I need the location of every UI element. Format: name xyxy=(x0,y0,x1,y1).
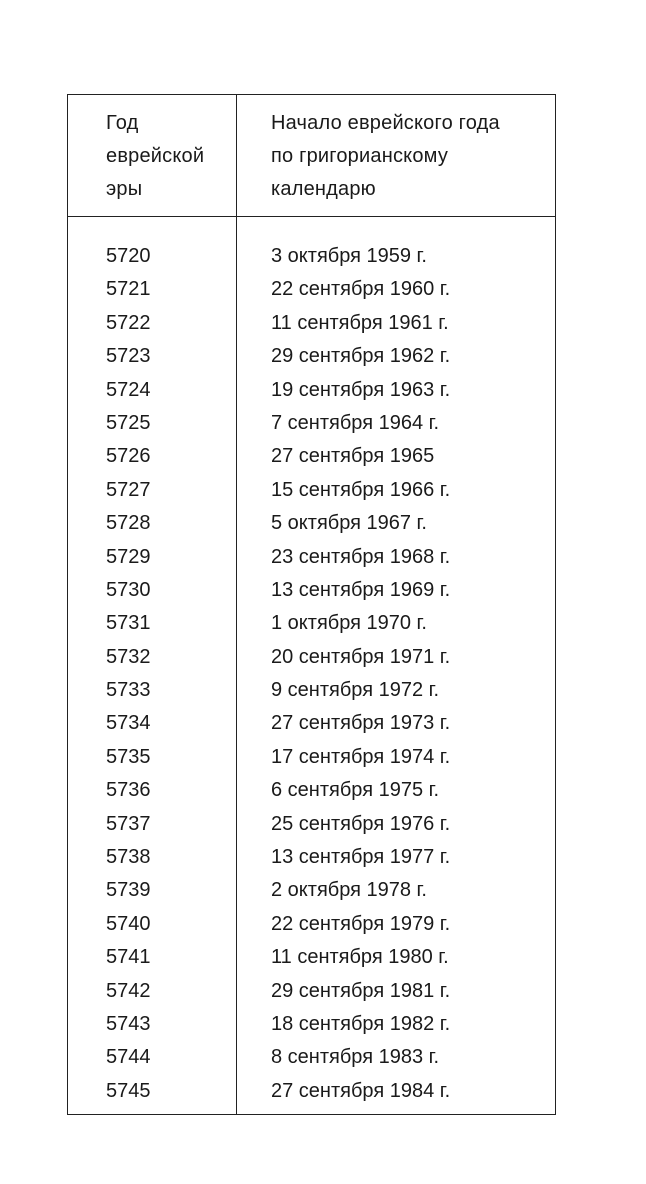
table-row xyxy=(68,474,555,507)
year-cell: 5729 xyxy=(106,545,151,568)
date-cell: 11 сентября 1961 г. xyxy=(271,311,449,334)
date-cell: 2 октября 1978 г. xyxy=(271,879,427,902)
calendar-table xyxy=(67,94,556,1115)
year-cell: 5730 xyxy=(106,578,151,601)
year-cell: 5722 xyxy=(106,311,151,334)
year-cell: 5741 xyxy=(106,946,151,969)
table-row xyxy=(68,240,555,273)
date-cell: 8 сентября 1983 г. xyxy=(271,1046,440,1069)
date-cell: 5 октября 1967 г. xyxy=(271,512,427,535)
header-date-line: календарю xyxy=(271,178,376,200)
year-cell: 5725 xyxy=(106,411,151,434)
date-cell: 9 сентября 1972 г. xyxy=(271,679,440,702)
date-cell: 29 сентября 1981 г. xyxy=(271,979,451,1002)
table-row xyxy=(68,975,555,1008)
table-row xyxy=(68,407,555,440)
table-row xyxy=(68,541,555,574)
date-cell: 6 сентября 1975 г. xyxy=(271,779,440,802)
table-row xyxy=(68,1041,555,1074)
table-row xyxy=(68,941,555,974)
year-cell: 5721 xyxy=(106,278,151,301)
date-cell: 7 сентября 1964 г. xyxy=(271,411,440,434)
date-cell: 17 сентября 1974 г. xyxy=(271,745,451,768)
header-date-line: по григорианскому xyxy=(271,145,449,167)
header-date-column xyxy=(271,107,551,206)
year-cell: 5738 xyxy=(106,846,151,869)
date-cell: 13 сентября 1969 г. xyxy=(271,578,451,601)
year-cell: 5745 xyxy=(106,1079,151,1102)
table-row xyxy=(68,574,555,607)
table-row xyxy=(68,440,555,473)
year-cell: 5733 xyxy=(106,679,151,702)
header-divider xyxy=(68,216,555,217)
table-body xyxy=(68,240,555,1108)
date-cell: 13 сентября 1977 г. xyxy=(271,846,451,869)
year-cell: 5736 xyxy=(106,779,151,802)
year-cell: 5723 xyxy=(106,345,151,368)
header-year-line: Год xyxy=(106,112,139,134)
header-year-line: эры xyxy=(106,178,143,200)
year-cell: 5734 xyxy=(106,712,151,735)
year-cell: 5743 xyxy=(106,1012,151,1035)
table-row xyxy=(68,841,555,874)
year-cell: 5744 xyxy=(106,1046,151,1069)
year-cell: 5726 xyxy=(106,445,151,468)
table-row xyxy=(68,808,555,841)
year-cell: 5724 xyxy=(106,378,151,401)
year-cell: 5739 xyxy=(106,879,151,902)
year-cell: 5727 xyxy=(106,478,151,501)
year-cell: 5737 xyxy=(106,812,151,835)
table-row xyxy=(68,607,555,640)
header-year-line: еврейской xyxy=(106,145,205,167)
table-row xyxy=(68,741,555,774)
date-cell: 3 октября 1959 г. xyxy=(271,245,427,267)
date-cell: 27 сентября 1965 xyxy=(271,445,435,468)
table-row xyxy=(68,674,555,707)
date-cell: 25 сентября 1976 г. xyxy=(271,812,451,835)
date-cell: 19 сентября 1963 г. xyxy=(271,378,451,401)
date-cell: 11 сентября 1980 г. xyxy=(271,946,449,969)
date-cell: 20 сентября 1971 г. xyxy=(271,645,451,668)
header-date-line: Начало еврейского года xyxy=(271,112,500,134)
date-cell: 27 сентября 1973 г. xyxy=(271,712,451,735)
date-cell: 1 октября 1970 г. xyxy=(271,612,427,635)
date-cell: 22 сентября 1960 г. xyxy=(271,278,451,301)
year-cell: 5740 xyxy=(106,912,151,935)
date-cell: 22 сентября 1979 г. xyxy=(271,912,451,935)
table-row xyxy=(68,273,555,306)
table-row xyxy=(68,307,555,340)
table-row xyxy=(68,1008,555,1041)
table-row xyxy=(68,1075,555,1108)
table-row xyxy=(68,874,555,907)
table-row xyxy=(68,340,555,373)
year-cell: 5731 xyxy=(106,612,151,635)
date-cell: 18 сентября 1982 г. xyxy=(271,1012,451,1035)
year-cell: 5720 xyxy=(106,245,151,267)
table-row xyxy=(68,507,555,540)
date-cell: 27 сентября 1984 г. xyxy=(271,1079,451,1102)
year-cell: 5742 xyxy=(106,979,151,1002)
table-row xyxy=(68,641,555,674)
year-cell: 5732 xyxy=(106,645,151,668)
table-row xyxy=(68,774,555,807)
table-row xyxy=(68,908,555,941)
date-cell: 15 сентября 1966 г. xyxy=(271,478,451,501)
date-cell: 23 сентября 1968 г. xyxy=(271,545,451,568)
date-cell: 29 сентября 1962 г. xyxy=(271,345,451,368)
year-cell: 5735 xyxy=(106,745,151,768)
table-row xyxy=(68,374,555,407)
year-cell: 5728 xyxy=(106,512,151,535)
header-year-column xyxy=(106,107,231,206)
table-row xyxy=(68,707,555,740)
